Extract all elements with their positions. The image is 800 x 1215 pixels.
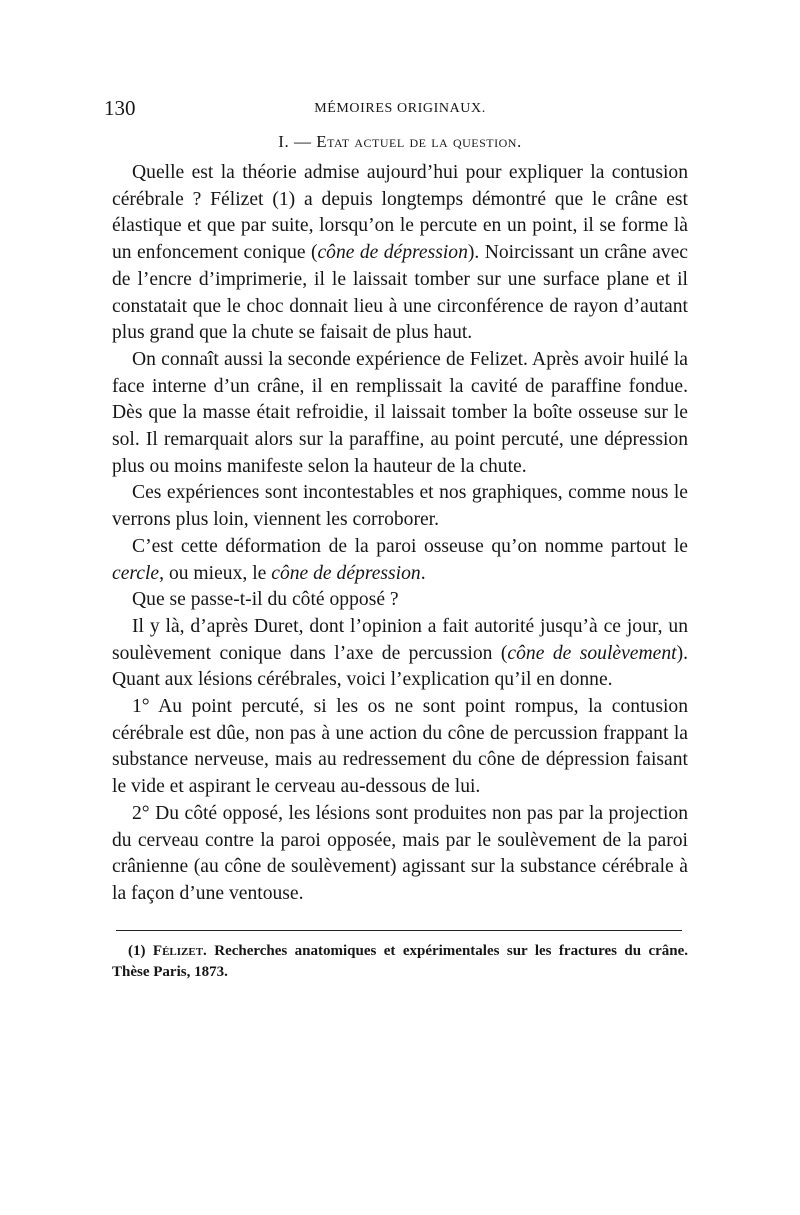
italic-term: cône de dépression — [271, 562, 421, 584]
text-run: 1° Au point percuté, si les os ne sont point rompus, la contusion cérébrale est dûe, non pas à une action du cône de percussion frappant la substance nerveuse, mais au redressement du cône de dépression faisant le vide et aspirant le cerveau au-dessous de lui. — [112, 696, 688, 798]
text-run: 2° Du côté opposé, les lésions sont produites non pas par la projection du cerveau contre la paroi opposée, mais par le soulèvement de la paroi crânienne (au cône de soulèvement) agissant sur la substance cérébrale à la façon d’une ventouse. — [112, 802, 688, 904]
text-run: Il y là, d’après Duret, dont l’opinion a fait autorité jusqu’à ce jour, un soulèvement conique dans l’axe de percussion ( — [112, 615, 688, 664]
paragraph — [112, 160, 688, 347]
footnote — [112, 941, 688, 983]
paragraph — [112, 801, 688, 908]
footnote-author: Félizet. — [152, 942, 207, 959]
paragraph — [112, 587, 688, 614]
body-text — [112, 160, 688, 908]
section-title: Etat actuel de la question. — [316, 132, 522, 151]
page-number: 130 — [104, 96, 136, 120]
text-run: . — [420, 562, 426, 584]
text-run: , ou mieux, le — [159, 562, 272, 584]
paragraph — [112, 534, 688, 587]
section-heading — [112, 132, 688, 152]
text-run: Quelle est la théorie admise aujourd’hui pour expliquer la contusion cérébrale ? Félizet (1) a depuis longtemps démontré que le crâne est élastique et que par suite, lorsqu’on le percute en un point, il se forme là un enfoncement conique ( — [112, 162, 688, 264]
paragraph — [112, 614, 688, 694]
italic-term: cône de dépression — [317, 242, 468, 264]
footnote-rule — [116, 930, 682, 931]
paragraph — [112, 694, 688, 801]
page — [104, 96, 689, 983]
text-run: Ces expériences sont incontestables et nos graphiques, comme nous le verrons plus loin, viennent les corroborer. — [112, 482, 688, 531]
footnote-text: Recherches anatomiques et expérimentales sur les fractures du crâne. Thèse Paris, 1873. — [112, 942, 689, 980]
text-run: On connaît aussi la seconde expérience de Felizet. Après avoir huilé la face interne d’un crâne, il en remplissait la cavité de paraffine fondue. Dès que la masse était refroidie, il laissait tomber la boîte osseuse sur le sol. Il remarquait alors sur la paraffine, au point percuté, une dépression plus ou moins manifeste selon la hauteur de la chute. — [112, 348, 688, 477]
section-numeral: I. — — [278, 132, 312, 151]
paragraph — [112, 347, 688, 481]
footnote-marker: (1) — [128, 942, 146, 959]
text-run: ). Noircissant un crâne avec de l’encre d’imprimerie, il le laissait tomber sur une surface plane et il constatait que le choc donnait lieu à une circonférence de rayon d’autant plus grand que la chute se faisait de plus haut. — [112, 242, 688, 344]
running-title: MÉMOIRES ORIGINAUX. — [314, 101, 486, 116]
text-run: C’est cette déformation de la paroi osseuse qu’on nomme partout le — [132, 535, 688, 557]
italic-term: cône de soulèvement — [507, 642, 677, 664]
italic-term: cercle — [112, 562, 160, 584]
text-run: Que se passe-t-il du côté opposé ? — [132, 589, 399, 611]
text-run: ). Quant aux lésions cérébrales, voici l’explication qu’il en donne. — [112, 642, 689, 691]
running-head — [104, 96, 688, 124]
paragraph — [112, 480, 688, 533]
